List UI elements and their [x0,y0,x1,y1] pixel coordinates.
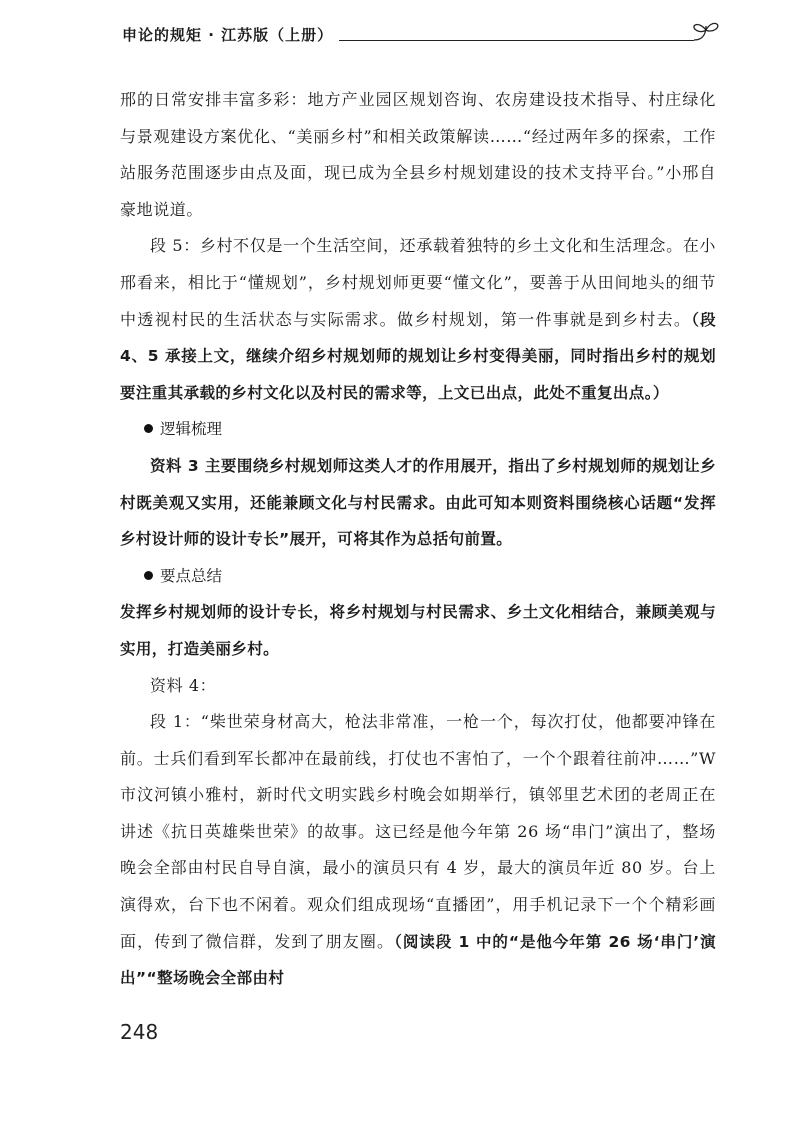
paragraph-text: 段 1：“柴世荣身材高大，枪法非常准，一枪一个，每次打仗，他都要冲锋在前。士兵们看到军长都冲在最前线，打仗也不害怕了，一个个跟着往前冲……”W 市汶河镇小雅村，新时代文明实践乡村晚会如期举行，镇邻里艺术团的老周正在讲述《抗日英雄柴世荣》的故事。这已经是他今年第 26 场“串门”演出了，整场晚会全部由村民自导自演，最小的演员只有 4 岁，最大的演员年近 80 岁。台上演得欢，台下也不闲着。观众们组成现场“直播团”，用手机记录下一个个精彩画面，传到了微信群，发到了朋友圈。 [120,712,716,951]
page-number: 248 [120,1020,159,1044]
running-header [122,20,720,50]
paragraph [120,228,716,411]
paragraph: 资料 4： [150,675,217,695]
section-heading: 要点总结 [120,558,716,595]
paragraph: 资料 3 主要围绕乡村规划师这类人才的作用展开，指出了乡村规划师的规划让乡村既美观又实用，还能兼顾文化与村民需求。由此可知本则资料围绕核心话题“发挥乡村设计师的设计专长”展开，可将其作为总括句前置。 [120,456,716,549]
paragraph-text: 段 5：乡村不仅是一个生活空间，还承载着独特的乡土文化和生活理念。在小邢看来，相比于“懂规划”，乡村规划师更要“懂文化”，要善于从田间地头的细节中透视村民的生活状态与实际需求。做乡村规划，第一件事就是到乡村去。 [120,236,716,329]
annotation-note: （段 4、5 承接上文，继续介绍乡村规划师的规划让乡村变得美丽，同时指出乡村的规划要注重其承载的乡村文化以及村民的需求等，上文已出点，此处不重复出点。） [120,310,716,402]
section-heading: 逻辑梳理 [120,411,716,448]
page-content [120,82,716,997]
paragraph [120,704,716,997]
book-title: 申论的规矩 · 江苏版（上册） [122,24,339,45]
bullet-icon [144,571,153,580]
annotation-note: （阅读段 1 中的“是他今年第 26 场‘串门’演出”“整场晚会全部由村 [120,932,716,988]
sprout-icon [688,18,724,52]
paragraph: 发挥乡村规划师的设计专长，将乡村规划与村民需求、乡土文化相结合，兼顾美观与实用，打造美丽乡村。 [120,603,716,658]
paragraph: 邢的日常安排丰富多彩：地方产业园区规划咨询、农房建设技术指导、村庄绿化与景观建设方案优化、“美丽乡村”和相关政策解读……“经过两年多的探索，工作站服务范围逐步由点及面，现已成为全县乡村规划建设的技术支持平台。”小邢自豪地说道。 [120,90,716,219]
bullet-icon [144,424,153,433]
